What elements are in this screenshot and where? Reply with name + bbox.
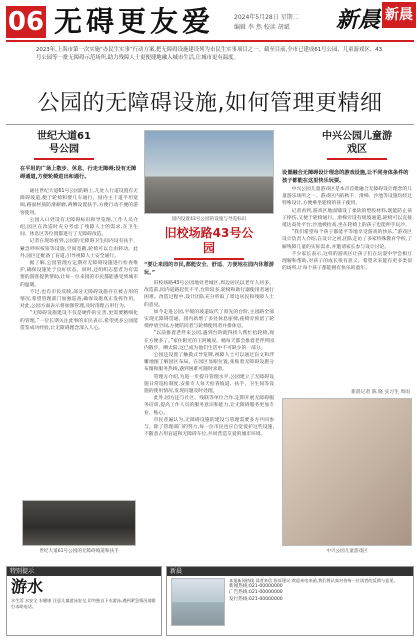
right-subtitle [322, 130, 392, 162]
right-subtitle-rule [327, 158, 387, 160]
middle-subtitle-rule [174, 258, 244, 260]
left-body-paragraph: “无障碍设施建设不仅是硬件的完善,更需要精细化的管理。”一位长期关注此事的市民表示,希望更多公园能借鉴成功经验,让无障碍理念深入人心。 [20, 311, 138, 331]
middle-photo-caption: 园内设置43号公园的设施与导览标识 [171, 217, 247, 222]
middle-quote: “要让来园的市民,都能安全、舒适、方便地在园内休憩游玩。” [144, 262, 274, 276]
ad-box-left [6, 566, 162, 636]
left-body-paragraph: 记者在现场看到,公园的无障碍卫生间内设有扶手、紧急呼叫按钮等设施,空间宽敞,轮椅可以自由转动。此外,园区还配备了盲道,引导视障人士安全通行。 [20, 239, 138, 259]
headline-rule [6, 124, 414, 125]
middle-body-paragraph: 管理方介绍,为进一步提升管理水平,公园建立了无障碍设施日常巡检制度,安排专人每天检查坡道、扶手、卫生间等设施的使用情况,发现问题及时处理。 [144, 374, 274, 395]
contact-line: 广告热线:021-00000000 [229, 590, 283, 596]
right-body-paragraph: “我们希望每个孩子都能平等地享受游戏的快乐。”游戏区设计负责人介绍,在设计之初,团队走访了多家特殊教育学校,了解残障儿童的实际需求,并邀请家长参与设计讨论。 [282, 230, 412, 250]
right-photo-caption: 中兴公园儿童游戏区 [326, 549, 368, 554]
middle-body-paragraph: 公园还设置了触摸式导览牌,视障人士可以通过盲文和浮雕地图了解园区布局。在园区显眼位置,张贴着无障碍设施分布图和服务热线,遇到困难可随时求助。 [144, 353, 274, 373]
right-body-paragraph: 不少家长表示,这样的游戏区让孩子们在玩耍中学会相互理解和帮助,对孩子的成长很有意义。希望未来能有更多类似的场所,让每个孩子都能拥有快乐的童年。 [282, 251, 412, 272]
middle-body-paragraph: 市民普遍认为,无障碍设施的建设与管理需要多方共同参与。除了管理部门的努力,每一位市民也应自觉爱护这些设施,不随意占用盲道和无障碍车位,共同营造友爱的城市环境。 [144, 417, 274, 438]
middle-subtitle-text: 旧校场路43号公园 [164, 226, 254, 255]
left-body-paragraph: 公园入口处设有无障碍标识和导览图,工作人员介绍,园区在改造时充分考虑了残障人士的需求,在卫生间、休息区等位置都进行了无障碍改造。 [20, 217, 138, 238]
ad-box-right [166, 566, 414, 636]
left-body [20, 188, 138, 548]
middle-subtitle [164, 226, 254, 262]
headline: 公园的无障碍设施,如何管理更精细 [37, 91, 383, 116]
contact-line: 新闻热线:021-00000000 [229, 584, 283, 589]
right-photo [282, 398, 412, 546]
middle-body-paragraph: “以前推着老伴来公园,遇到台阶就得找人帮忙抬轮椅,现在方便多了。”家住附近的王阿姨说。她每天都会推着老伴到园内散步、晒太阳,这已成为他们生活中不可缺少的一部分。 [144, 331, 274, 351]
right-lead: 设置融合无障碍设计理念的游戏设施,让不同身体条件的孩子都能在这里快乐玩耍。 [282, 170, 409, 184]
byline: 新晨记者 陈 晓 实习生 周雨 [351, 390, 410, 395]
contact-line: 发行热线:021-00000000 [229, 596, 283, 602]
ad-right-title: 新晨 [167, 567, 413, 576]
left-photo-caption: 世纪大道61号公园的无障碍坡道和扶手 [39, 549, 119, 554]
header-rule [6, 40, 414, 42]
middle-body [144, 280, 274, 548]
right-body-paragraph: 中兴公园儿童游戏区是本市首批融合无障碍设计理念的儿童游乐场所之一。游戏区内的秋千、滑梯、沙池等设施均经过特殊设计,方便乘坐轮椅的孩子使用。 [282, 187, 412, 207]
brand-logo: 新晨 [336, 7, 381, 33]
editor-line: 编辑 李 然 校读 胡斌 [234, 24, 290, 31]
ad-left-title: 特别提示 [7, 567, 161, 576]
right-body-paragraph: 记者看到,游戏区地面铺设了柔软的塑胶材料,既能防止孩子摔伤,又便于轮椅通行。滑梯旁设有缓坡通道,轮椅可以直接抵达高处平台;沙池被抬高,坐在轮椅上的孩子也能伸手玩沙。 [282, 208, 412, 229]
left-subtitle-rule [34, 158, 94, 160]
page-number: 06 [7, 7, 45, 37]
ad-left-text: 水生活 水安全 水健康 注意儿童游泳安全,切勿独自下水游泳,遇到紧急情况请拨打求助电话。 [11, 598, 156, 609]
right-body [282, 186, 412, 386]
left-body-paragraph: 不过,也有市民反映,部分无障碍设施存在被占用的情况,希望管理部门加强巡查,确保设施真正发挥作用。对此,公园方面表示将加强管理,及时清理占用行为。 [20, 289, 138, 310]
left-body-paragraph: 据了解,公园管理方定期对无障碍设施进行检查维护,确保设施处于良好状态。同时,还组织志愿者为有需要的游客提供帮助,让每一位来园的市民都能感受到城市的温暖。 [20, 261, 138, 288]
right-subtitle-text: 中兴公园儿童游戏区 [322, 131, 392, 155]
left-body-paragraph: 通往世纪大道61号公园的路上,几处人行道设置有无障碍坡道,便于轮椅和婴儿车通行。园内主干道平坦宽阔,路面材质防滑耐磨,两侧设置扶手,方便行动不便的游客使用。 [20, 189, 138, 216]
middle-body-paragraph: 此外,园方还与社区、残联等单位合作,定期开展无障碍服务培训,提高工作人员的服务意识和能力,让无障碍服务更加专业、贴心。 [144, 396, 274, 416]
brand-tag: 新晨 [382, 2, 416, 28]
intro-paragraph: 2023年,上海市第一次实施“办民生实事”行动方案,把无障碍设施建设列为市民生实事项目之一。截至目前,全市已建成61号公园、儿童游戏区、43号公园等一批无障碍示范场所,助力残障人士更便捷地融入城市生活,让城市更有温度。 [36, 47, 382, 62]
left-subtitle-text: 世纪大道61号公园 [37, 131, 91, 155]
middle-body-paragraph: 旧校场路43号公园地处老城区,周边居民以老年人居多。改造前,园内道路起伏不平,台阶较多,轮椅和助行器使用者通行困难。改造过程中,设计团队充分听取了周边居民和残障人士的意见。 [144, 281, 274, 308]
ad-right-text: 本报新闻热线 读者来信 投诉建议 欢迎来电来函,我们将认真对待每一位读者的反馈与意见。 [229, 578, 398, 583]
ad-left-logo: 游水 [11, 577, 44, 596]
left-lead: 在平坦的广场上散步、休息、行走无障碍;设有无障碍通道,方便轮椅进出和通行。 [20, 166, 137, 180]
left-subtitle [34, 130, 94, 162]
date-line: 2024年5月28日 星期二 [234, 14, 299, 21]
middle-photo [144, 130, 274, 214]
left-photo [22, 500, 136, 546]
ad-right-photo [171, 578, 225, 626]
section-title: 无碍更友爱 [54, 5, 215, 38]
middle-body-paragraph: 如今走进公园,平缓的坡道取代了原先的台阶,主园路全部实现无障碍贯通。园内新增了多处休息座椅,座椅旁预留了轮椅停放空间,方便陪同者与轮椅使用者并排休息。 [144, 309, 274, 330]
